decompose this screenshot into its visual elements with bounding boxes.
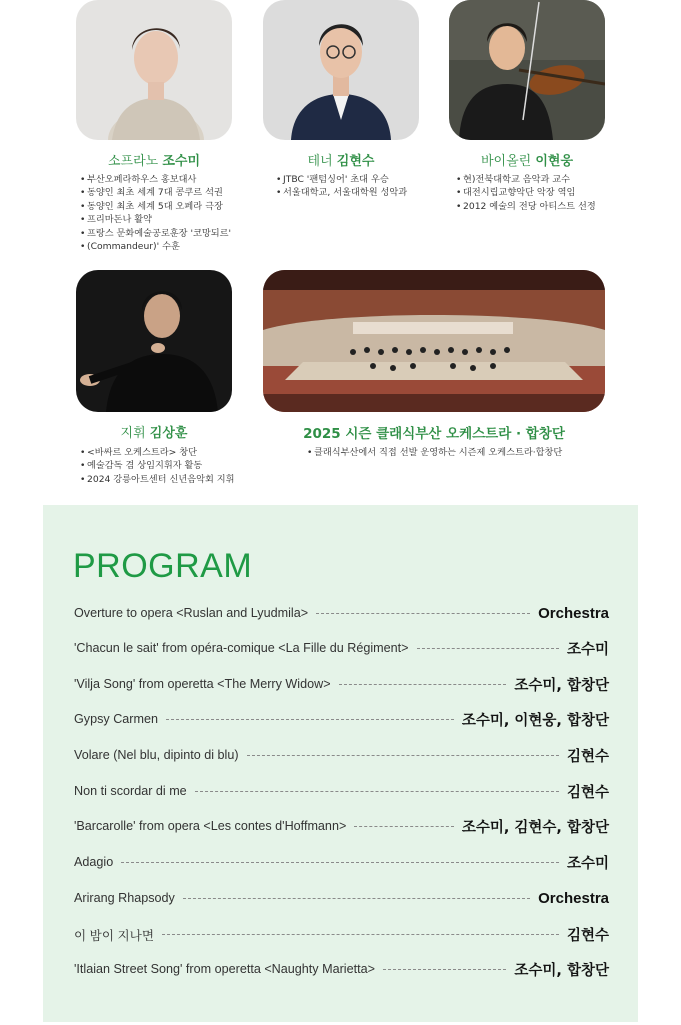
artist-role: 테너 (307, 154, 333, 169)
program-performer: 김현수 (566, 784, 609, 801)
program-performer: Orchestra (538, 604, 609, 622)
bio-item: • 클래식부산에서 직접 선발 운영하는 시즌제 오케스트라·합창단 (307, 446, 597, 459)
program-row (74, 743, 609, 767)
program-performer: 조수미, 김현수, 합창단 (461, 819, 609, 836)
artist-name-tenor (263, 150, 419, 169)
program-row (74, 850, 609, 874)
program-piece: Adagio (74, 855, 114, 869)
program-piece: 'Vilja Song' from operetta <The Merry Widow> (74, 677, 331, 691)
leader-line (183, 898, 530, 899)
bio-item: • 프리마돈나 활약 (80, 213, 250, 226)
program-piece: 이 밤이 지나면 (74, 928, 154, 943)
artist-name-conductor (76, 422, 232, 441)
program-row (74, 672, 609, 696)
bio-item: • 부산오페라하우스 홍보대사 (80, 173, 250, 186)
program-row (74, 779, 609, 803)
violinist-bio (456, 173, 626, 213)
program-heading: PROGRAM (73, 547, 253, 585)
program-row (74, 814, 609, 838)
leader-line (383, 969, 506, 970)
program-performer: 김현수 (566, 748, 609, 765)
artist-person: 조수미 (162, 154, 201, 169)
violinist-photo (449, 0, 605, 140)
program-performer: 조수미, 이현웅, 합창단 (461, 712, 609, 729)
program-row (74, 886, 609, 910)
leader-line (247, 755, 559, 756)
program-row (74, 707, 609, 731)
leader-line (162, 934, 559, 935)
program-performer: 조수미, 합창단 (514, 677, 609, 694)
program-piece: 'Chacun le sait' from opéra-comique <La Fille du Régiment> (74, 641, 409, 655)
program-performer: 조수미 (566, 855, 609, 872)
leader-line (316, 613, 530, 614)
artist-person: 김상훈 (149, 426, 188, 441)
bio-item: • 동양인 최초 세계 7대 콩쿠르 석권 (80, 186, 250, 199)
artist-person: 이현웅 (535, 154, 574, 169)
bio-item: • JTBC '팬텀싱어' 초대 우승 (276, 173, 436, 186)
bio-item: • 예술감독 겸 상임지휘자 활동 (80, 459, 250, 472)
program-performer: 조수미, 합창단 (514, 962, 609, 979)
leader-line (166, 719, 454, 720)
program-piece: Volare (Nel blu, dipinto di blu) (74, 748, 239, 762)
bio-item: • 2012 예술의 전당 아티스트 선정 (456, 200, 626, 213)
bio-item: • 2024 강릉아트센터 신년음악회 지휘 (80, 473, 250, 486)
program-row (74, 957, 609, 981)
bio-item: • <바싸르 오케스트라> 창단 (80, 446, 250, 459)
ensemble-bio (307, 446, 597, 459)
bio-item: • 현)전북대학교 음악과 교수 (456, 173, 626, 186)
program-piece: 'Barcarolle' from opera <Les contes d'Hoffmann> (74, 819, 347, 833)
leader-line (121, 862, 559, 863)
artist-person: 김현수 (336, 154, 375, 169)
artist-name-soprano (76, 150, 232, 169)
program-performer: 조수미 (566, 641, 609, 658)
program-piece: Gypsy Carmen (74, 712, 158, 726)
program-row (74, 636, 609, 660)
leader-line (354, 826, 454, 827)
program-row (74, 922, 609, 946)
program-piece: Non ti scordar di me (74, 784, 187, 798)
bio-item: • 동양인 최초 세계 5대 오페라 극장 (80, 200, 250, 213)
tenor-photo (263, 0, 419, 140)
bio-item: • 프랑스 문화예술공로훈장 '코망되르' (80, 227, 250, 240)
leader-line (339, 684, 507, 685)
artist-role: 바이올린 (480, 154, 532, 169)
program-performer: Orchestra (538, 889, 609, 907)
artist-name-violinist (449, 150, 605, 169)
program-piece: Overture to opera <Ruslan and Lyudmila> (74, 606, 309, 620)
artist-role: 지휘 (120, 426, 146, 441)
program-row (74, 601, 609, 625)
bio-item: • (Commandeur)' 수훈 (80, 240, 250, 253)
program-piece: Arirang Rhapsody (74, 891, 175, 905)
leader-line (417, 648, 559, 649)
ensemble-title: 2025 시즌 클래식부산 오케스트라 · 합창단 (303, 426, 565, 442)
bio-item: • 대전시립교향악단 악장 역임 (456, 186, 626, 199)
artist-role: 소프라노 (107, 154, 159, 169)
program-performer: 김현수 (566, 927, 609, 944)
leader-line (195, 791, 559, 792)
conductor-bio (80, 446, 250, 486)
soprano-photo (76, 0, 232, 140)
bio-item: • 서울대학교, 서울대학원 성악과 (276, 186, 436, 199)
tenor-bio (276, 173, 436, 200)
soprano-bio (80, 173, 250, 253)
program-piece: 'Itlaian Street Song' from operetta <Naughty Marietta> (74, 962, 375, 976)
conductor-photo (76, 270, 232, 412)
orchestra-photo (263, 270, 605, 412)
